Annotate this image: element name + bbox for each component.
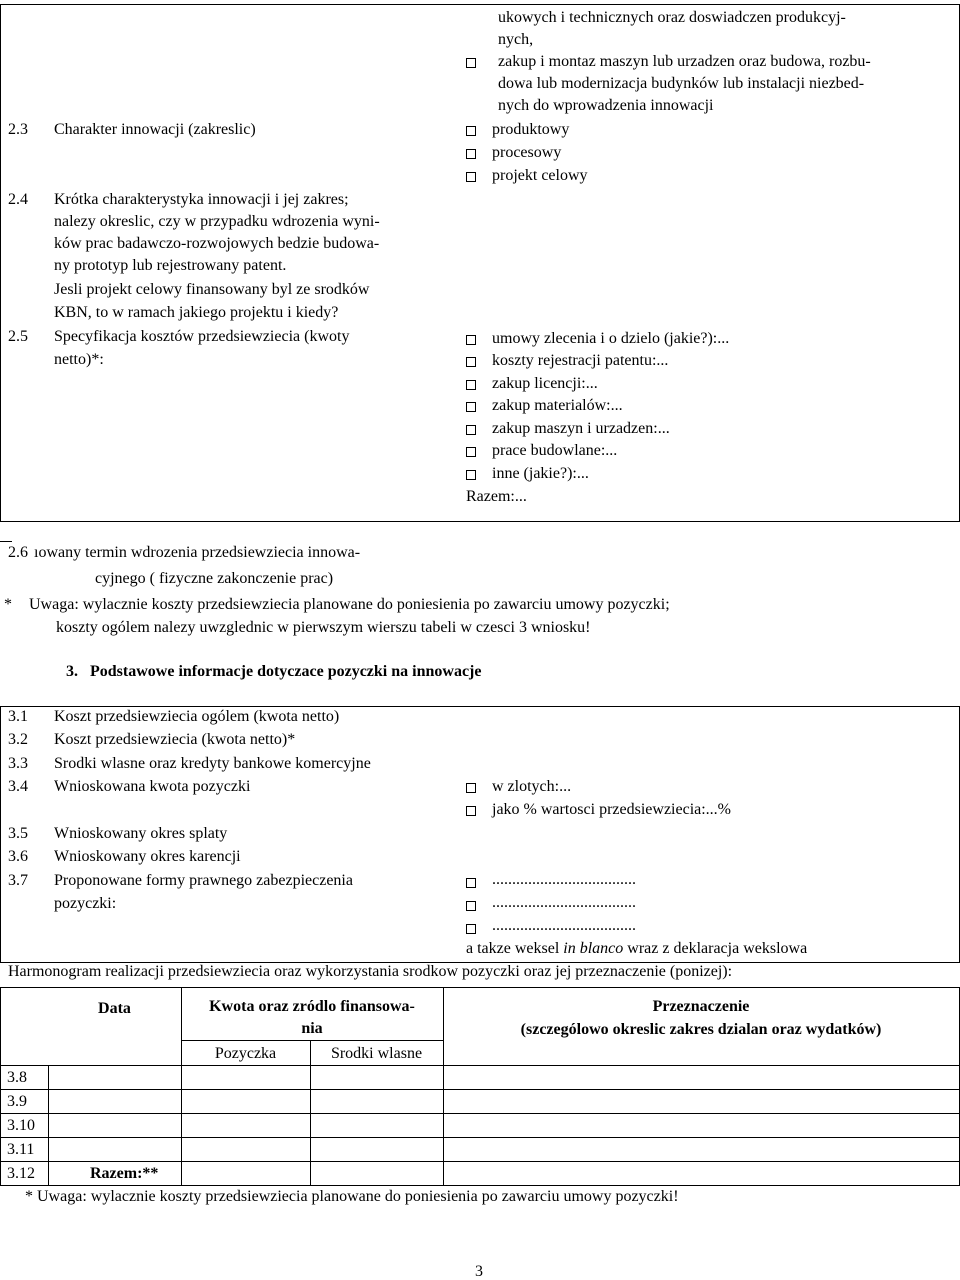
cost-option: koszty rejestracji patentu:... [492, 352, 669, 369]
weksel-pre: a takze weksel [466, 940, 564, 957]
security-option: ... [492, 917, 504, 934]
cost-option: prace budowlane:... [492, 442, 618, 459]
row-2-4-line: ków prac badawczo-rozwojowych bedzie budowa- [54, 235, 380, 252]
checkbox[interactable] [466, 901, 476, 911]
loan-amount-option: jako % wartosci przedsiewziecia:...% [492, 801, 732, 818]
row-number: 3.5 [8, 825, 28, 842]
header-data: Data [98, 1000, 131, 1017]
checkbox[interactable] [466, 380, 476, 390]
rule [0, 1161, 960, 1162]
row-label: Koszt przedsiewziecia ogólem (kwota netto) [54, 708, 340, 725]
header-srodki: Srodki wlasne [330, 1045, 423, 1062]
rule [0, 1137, 960, 1138]
rule [0, 521, 960, 522]
row-number: 3.1 [8, 708, 28, 725]
section3-heading: 3. Podstawowe informacje dotyczace pozyczki na innowacje [66, 663, 482, 680]
table-row [8, 756, 371, 772]
checkbox[interactable] [466, 783, 476, 793]
row-2-4-line: KBN, to w ramach jakiego projektu i kiedy? [54, 304, 339, 321]
header-kwota: Kwota oraz zródlo finansowa- [209, 998, 415, 1015]
rule [0, 706, 960, 707]
header-kwota: nia [301, 1020, 323, 1037]
checkbox[interactable] [466, 149, 476, 159]
cost-option: umowy zlecenia i o dzielo (jakie?):... [492, 330, 730, 347]
row-2-4-line: Krótka charakterystyka innowacji i jej zakres; [54, 191, 349, 208]
schedule-total-label: Razem:** [90, 1165, 159, 1182]
rule [0, 1113, 960, 1114]
rule [181, 1040, 443, 1041]
row-number: 3.6 [8, 848, 28, 865]
weksel-post: wraz z deklaracja wekslowa [623, 940, 808, 957]
weksel-italic: in blanco [563, 940, 624, 957]
loan-amount-option: w zlotych:... [492, 778, 572, 795]
checkbox[interactable] [466, 425, 476, 435]
row-label: Wnioskowany okres karencji [54, 848, 241, 865]
rule [0, 1065, 960, 1066]
row-number: 2.5 [8, 328, 28, 345]
rule [0, 987, 960, 988]
rule [0, 4, 960, 5]
security-dots [492, 918, 636, 934]
row-2-3-label [8, 122, 256, 138]
cost-option: zakup licencji:... [492, 375, 598, 392]
cost-option: inne (jakie?):... [492, 465, 589, 482]
option-produktowy: produktowy [492, 121, 570, 138]
table-row [8, 732, 295, 748]
row-2-5-line: Specyfikacja kosztów przedsiewziecia (kwoty [54, 328, 350, 345]
row-3-7-line: Proponowane formy prawnego zabezpieczenia [54, 872, 353, 889]
continuation-line: nych, [498, 31, 534, 48]
row-label: Wnioskowana kwota pozyczki [54, 778, 251, 795]
row-2-5-line: netto)*: [54, 351, 104, 368]
option-text: zakup i montaz maszyn lub urzadzen oraz budowa, rozbu- [498, 53, 871, 70]
row-2-4-line: Jesli projekt celowy finansowany byl ze srodków [54, 281, 370, 298]
option-text: dowa lub modernizacja budynków lub instalacji niezbed- [498, 75, 865, 92]
checkbox[interactable] [466, 924, 476, 934]
row-number: 2.3 [8, 121, 28, 138]
row-label: Koszt przedsiewziecia (kwota netto)* [54, 731, 296, 748]
cost-option: zakup materialów:... [492, 397, 623, 414]
weksel-note [466, 941, 807, 957]
rule [181, 987, 182, 1185]
checkbox[interactable] [466, 402, 476, 412]
checkbox[interactable] [466, 58, 476, 68]
row-number: 3.4 [8, 778, 28, 795]
checkbox[interactable] [466, 126, 476, 136]
harmonogram-heading: Harmonogram realizacji przedsiewziecia oraz wykorzystania srodkow pozyczki oraz jej przeznaczenie (ponizej): [8, 963, 733, 980]
cost-option: zakup maszyn i urzadzen:... [492, 420, 670, 437]
dot-leader: ................................. [504, 894, 636, 911]
row-2-4-line: ny prototyp lub rejestrowany patent. [54, 257, 287, 274]
rule [0, 987, 1, 1185]
checkbox[interactable] [466, 335, 476, 345]
rule [0, 1185, 960, 1186]
table-row [8, 779, 250, 795]
option-procesowy: procesowy [492, 144, 562, 161]
schedule-row-number: 3.8 [7, 1069, 27, 1086]
footnote-2: * Uwaga: wylacznie koszty przedsiewziecia planowane do poniesienia po zawarciu umowy pozyczki! [25, 1188, 679, 1205]
schedule-row-number: 3.12 [7, 1165, 35, 1182]
checkbox[interactable] [466, 172, 476, 182]
table-row [8, 826, 227, 842]
rule [443, 987, 444, 1185]
schedule-row-number: 3.11 [7, 1141, 35, 1158]
footnote-star: * [4, 596, 12, 613]
header-pozyczka: Pozyczka [214, 1045, 277, 1062]
row-2-6-line: cyjnego ( fizyczne zakonczenie prac) [95, 570, 334, 587]
security-dots [492, 872, 636, 888]
dot-leader: ................................. [504, 871, 636, 888]
row-number: 3.7 [8, 872, 28, 889]
checkbox[interactable] [466, 447, 476, 457]
footnote-line: koszty ogólem nalezy uwzglednic w pierwszym wierszu tabeli w czesci 3 wniosku! [56, 619, 591, 636]
row-3-7-line: pozyczki: [54, 895, 117, 912]
row-number: 3.2 [8, 731, 28, 748]
row-label: Srodki wlasne oraz kredyty bankowe komercyjne [54, 755, 371, 772]
schedule-row-number: 3.10 [7, 1117, 35, 1134]
table-row [8, 849, 241, 865]
row-number: 2.4 [8, 191, 28, 208]
rule [0, 1089, 960, 1090]
checkbox[interactable] [466, 470, 476, 480]
security-dots [492, 895, 636, 911]
continuation-line: ukowych i technicznych oraz doswiadczen produkcyj- [498, 9, 846, 26]
security-option: ... [492, 871, 504, 888]
security-option: ... [492, 894, 504, 911]
header-przeznaczenie: Przeznaczenie [652, 998, 750, 1015]
checkbox[interactable] [466, 357, 476, 367]
footnote-line: Uwaga: wylacznie koszty przedsiewziecia planowane do poniesienia po zawarciu umowy pozyczki; [29, 596, 670, 613]
option-text: nych do wprowadzenia innowacji [498, 97, 714, 114]
row-label: Charakter innowacji (zakreslic) [54, 121, 256, 138]
row-number: 2.6 [8, 544, 28, 561]
schedule-row-number: 3.9 [7, 1093, 27, 1110]
row-number: 3.3 [8, 755, 28, 772]
rule [0, 4, 1, 522]
rule [0, 541, 12, 542]
checkbox[interactable] [466, 806, 476, 816]
table-row [8, 709, 339, 725]
rule [0, 706, 1, 963]
row-2-4-line: nalezy okreslic, czy w przypadku wdrozenia wyni- [54, 213, 380, 230]
option-projekt-celowy: projekt celowy [492, 167, 588, 184]
checkbox[interactable] [466, 878, 476, 888]
row-2-6-line: ıowany termin wdrozenia przedsiewziecia innowa- [34, 544, 361, 561]
rule [48, 1065, 49, 1185]
header-przeznaczenie: (szczególowo okreslic zakres dzialan oraz wydatków) [520, 1021, 882, 1038]
cost-total: Razem:... [466, 488, 527, 505]
row-label: Wnioskowany okres splaty [54, 825, 228, 842]
page-number: 3 [475, 1263, 483, 1280]
dot-leader: ................................. [504, 917, 636, 934]
